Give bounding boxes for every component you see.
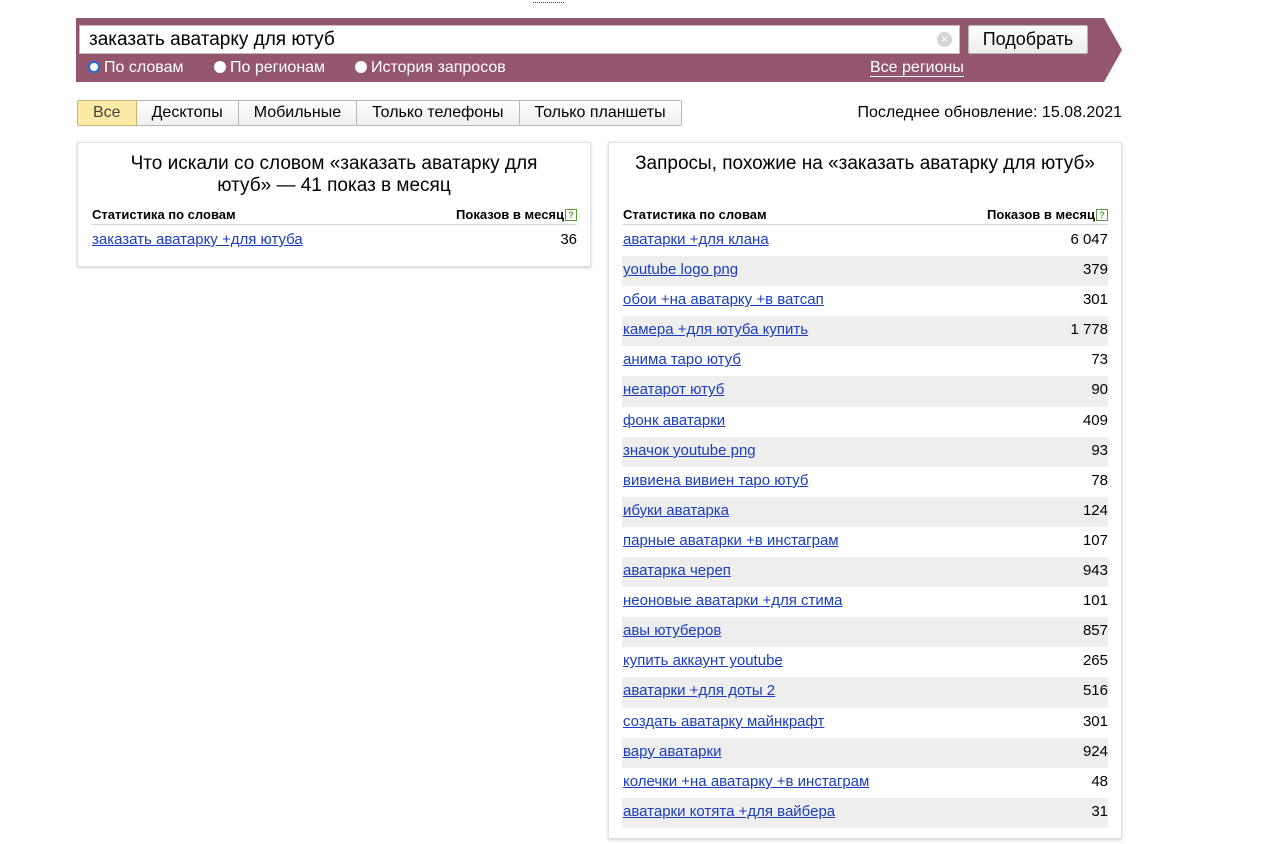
query-link[interactable]: заказать аватарку +для ютуба — [92, 231, 303, 248]
word-stats-panel — [77, 142, 591, 267]
table-header — [91, 206, 577, 225]
shows-count: 924 — [1082, 742, 1108, 760]
shows-count: 101 — [1082, 592, 1108, 610]
all-regions-link[interactable]: Все регионы — [870, 59, 964, 76]
table-row — [622, 557, 1108, 587]
shows-count: 36 — [560, 231, 577, 248]
tab-all[interactable]: Все — [77, 100, 137, 126]
table-row — [622, 376, 1108, 406]
tab-phones-only[interactable]: Только телефоны — [357, 100, 519, 126]
clear-icon[interactable]: × — [937, 32, 952, 47]
query-link[interactable]: фонк аватарки — [623, 411, 726, 429]
radio-icon — [214, 61, 226, 73]
query-link[interactable]: камера +для ютуба купить — [623, 321, 809, 339]
query-link[interactable]: неатарот ютуб — [623, 381, 725, 399]
mode-label-history: История запросов — [371, 59, 506, 76]
shows-count: 90 — [1091, 381, 1108, 399]
table-row — [622, 677, 1108, 707]
table-row — [622, 316, 1108, 346]
top-link-fragment — [533, 0, 564, 3]
query-link[interactable]: аватарки +для клана — [623, 231, 769, 248]
radio-selected-icon — [88, 61, 100, 73]
query-link[interactable]: вару аватарки — [623, 742, 722, 760]
shows-count: 265 — [1082, 652, 1108, 670]
query-link[interactable]: аватарки котята +для вайбера — [623, 802, 836, 820]
table-row — [622, 587, 1108, 617]
table-row — [622, 226, 1108, 256]
shows-count: 857 — [1082, 622, 1108, 640]
shows-count: 301 — [1082, 291, 1108, 309]
column-header-shows-label: Показов в месяц — [987, 207, 1095, 222]
table-row — [622, 798, 1108, 828]
similar-queries-panel — [608, 142, 1122, 839]
column-header-shows-label: Показов в месяц — [456, 207, 564, 222]
column-header-words: Статистика по словам — [623, 207, 767, 222]
shows-count: 48 — [1091, 772, 1108, 790]
table-header — [622, 206, 1108, 225]
word-stats-rows — [91, 226, 577, 256]
table-row — [622, 768, 1108, 798]
table-row — [622, 256, 1108, 286]
device-tabs — [77, 100, 682, 126]
table-row — [622, 346, 1108, 376]
help-icon[interactable]: ? — [565, 209, 577, 221]
radio-icon — [355, 61, 367, 73]
shows-count: 73 — [1091, 351, 1108, 369]
similar-queries-title: Запросы, похожие на «заказать аватарку для ютуб» — [635, 153, 1095, 174]
query-link[interactable]: парные аватарки +в инстаграм — [623, 531, 839, 549]
column-header-shows — [456, 207, 577, 222]
mode-label-regions: По регионам — [230, 59, 326, 76]
query-link[interactable]: вивиена вивиен таро ютуб — [623, 471, 809, 489]
table-row — [622, 286, 1108, 316]
search-input[interactable] — [79, 25, 960, 54]
query-link[interactable]: колечки +на аватарку +в инстаграм — [623, 772, 870, 790]
column-header-words: Статистика по словам — [92, 207, 236, 222]
table-row — [622, 647, 1108, 677]
table-row — [622, 708, 1108, 738]
shows-count: 6 047 — [1070, 231, 1108, 248]
shows-count: 124 — [1082, 501, 1108, 519]
query-link[interactable]: анима таро ютуб — [623, 351, 741, 369]
mode-label-words: По словам — [104, 59, 184, 76]
similar-queries-rows — [622, 226, 1108, 828]
shows-count: 107 — [1082, 531, 1108, 549]
help-icon[interactable]: ? — [1096, 209, 1108, 221]
shows-count: 379 — [1082, 261, 1108, 279]
mode-radio-history[interactable] — [355, 59, 506, 77]
mode-radio-words[interactable] — [88, 59, 183, 77]
query-link[interactable]: ибуки аватарка — [623, 501, 730, 519]
query-link[interactable]: аватарки +для доты 2 — [623, 682, 776, 700]
tab-tablets-only[interactable]: Только планшеты — [520, 100, 682, 126]
shows-count: 1 778 — [1070, 321, 1108, 339]
shows-count: 409 — [1082, 411, 1108, 429]
search-input-value: заказать аватарку для ютуб — [89, 29, 335, 50]
shows-count: 516 — [1082, 682, 1108, 700]
query-link[interactable]: авы ютуберов — [623, 622, 722, 640]
tab-desktops[interactable]: Десктопы — [137, 100, 239, 126]
query-link[interactable]: неоновые аватарки +для стима — [623, 592, 843, 610]
query-link[interactable]: создать аватарку майнкрафт — [623, 712, 825, 730]
table-row — [622, 407, 1108, 437]
search-button[interactable]: Подобрать — [968, 25, 1088, 54]
mode-radio-regions[interactable] — [214, 59, 325, 77]
shows-count: 78 — [1091, 471, 1108, 489]
table-row — [622, 467, 1108, 497]
column-header-shows — [987, 207, 1108, 222]
table-row — [622, 497, 1108, 527]
table-row — [622, 527, 1108, 557]
table-row — [622, 617, 1108, 647]
table-row — [622, 738, 1108, 768]
tab-mobile[interactable]: Мобильные — [239, 100, 357, 126]
shows-count: 93 — [1091, 441, 1108, 459]
query-link[interactable]: обои +на аватарку +в ватсап — [623, 291, 824, 309]
table-row — [91, 226, 577, 256]
query-link[interactable]: купить аккаунт youtube — [623, 652, 783, 670]
shows-count: 31 — [1091, 802, 1108, 820]
query-link[interactable]: youtube logo png — [623, 261, 739, 279]
last-update-text: Последнее обновление: 15.08.2021 — [857, 104, 1122, 121]
query-link[interactable]: значок youtube png — [623, 441, 756, 459]
word-stats-title: Что искали со словом «заказать аватарку для ютуб» — 41 показ в месяц — [130, 153, 538, 196]
shows-count: 943 — [1082, 562, 1108, 580]
shows-count: 301 — [1082, 712, 1108, 730]
query-link[interactable]: аватарка череп — [623, 562, 731, 580]
table-row — [622, 437, 1108, 467]
